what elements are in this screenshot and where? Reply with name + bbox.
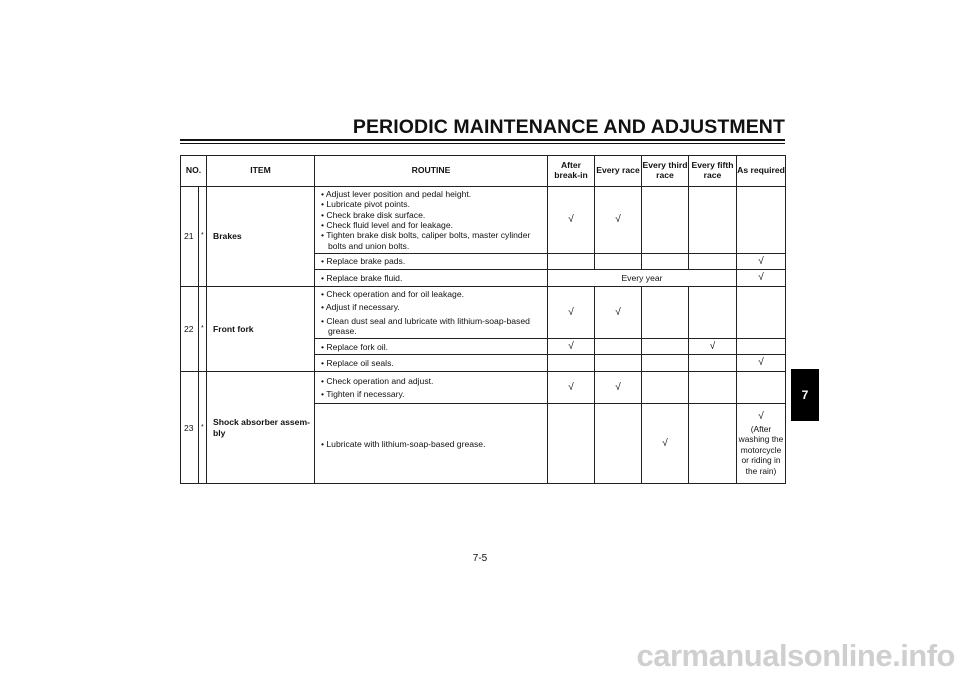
title-underline-thin xyxy=(180,143,785,144)
as-required-note: (After washing the motorcycle or riding in the rain) xyxy=(738,423,784,476)
empty-cell xyxy=(642,254,689,270)
empty-cell xyxy=(689,372,737,404)
routine-line: • Check fluid level and for leakage. xyxy=(321,220,453,230)
empty-cell xyxy=(689,355,737,372)
item-number: 23 xyxy=(181,372,199,484)
check-mark: √ xyxy=(758,411,764,423)
empty-cell xyxy=(548,355,595,372)
routine-line: • Tighten if necessary. xyxy=(321,389,405,400)
routine-line: • Clean dust seal and lubricate with lithium-soap-based grease. xyxy=(321,315,530,336)
routine-cell xyxy=(315,404,548,484)
routine-line: • Tighten brake disk bolts, caliper bolts, master cylinder bolts and union bolts. xyxy=(321,230,531,251)
routine-cell xyxy=(315,270,548,287)
routine-cell xyxy=(315,287,548,339)
empty-cell xyxy=(595,355,642,372)
check-mark: √ xyxy=(737,254,786,270)
header-routine: ROUTINE xyxy=(315,156,548,187)
routine-line: • Check operation and adjust. xyxy=(321,375,434,386)
header-after-break-in: After break-in xyxy=(548,156,595,187)
routine-line: • Adjust lever position and pedal height. xyxy=(321,189,472,200)
routine-cell xyxy=(315,339,548,355)
page-number: 7-5 xyxy=(472,553,488,564)
empty-cell xyxy=(595,339,642,355)
empty-cell xyxy=(689,254,737,270)
routine-line: • Replace fork oil. xyxy=(321,341,389,352)
empty-cell xyxy=(737,287,786,339)
header-as-required: As required xyxy=(737,156,786,187)
routine-line: • Lubricate pivot points. xyxy=(321,199,410,210)
table-row xyxy=(181,187,786,254)
routine-cell xyxy=(315,355,548,372)
item-number: 22 xyxy=(181,287,199,372)
routine-line: • Replace oil seals. xyxy=(321,358,394,369)
empty-cell xyxy=(595,404,642,484)
check-mark: √ xyxy=(595,187,642,254)
empty-cell xyxy=(642,287,689,339)
maintenance-table xyxy=(180,155,786,484)
check-mark: √ xyxy=(595,372,642,404)
table-row xyxy=(181,287,786,339)
routine-cell xyxy=(315,372,548,404)
routine-line: • Check operation and for oil leakage. xyxy=(321,289,464,299)
empty-cell xyxy=(689,404,737,484)
title-underline-thick xyxy=(180,139,785,141)
as-required-note-cell xyxy=(737,404,786,484)
routine-line: • Replace brake pads. xyxy=(321,256,406,267)
routine-line: • Replace brake fluid. xyxy=(321,272,403,283)
asterisk-mark: * xyxy=(199,287,207,372)
routine-cell xyxy=(315,187,548,254)
item-number: 21 xyxy=(181,187,199,287)
asterisk-mark: * xyxy=(199,372,207,484)
item-name: Front fork xyxy=(207,287,315,372)
check-mark: √ xyxy=(548,287,595,339)
check-mark: √ xyxy=(737,270,786,287)
empty-cell xyxy=(642,339,689,355)
empty-cell xyxy=(642,355,689,372)
check-mark: √ xyxy=(737,355,786,372)
check-mark: √ xyxy=(595,287,642,339)
header-every-third-race: Every third race xyxy=(642,156,689,187)
watermark: carmanualsonline.info xyxy=(636,638,955,673)
empty-cell xyxy=(642,187,689,254)
empty-cell xyxy=(689,187,737,254)
check-mark: √ xyxy=(689,339,737,355)
item-name: Shock absorber assem-bly xyxy=(207,372,315,484)
check-mark: √ xyxy=(548,339,595,355)
header-item: ITEM xyxy=(207,156,315,187)
empty-cell xyxy=(737,372,786,404)
routine-line: • Lubricate with lithium-soap-based grease. xyxy=(321,438,486,449)
item-name: Brakes xyxy=(207,187,315,287)
header-every-race: Every race xyxy=(595,156,642,187)
empty-cell xyxy=(595,254,642,270)
empty-cell xyxy=(642,372,689,404)
empty-cell xyxy=(689,287,737,339)
page-title: PERIODIC MAINTENANCE AND ADJUSTMENT xyxy=(352,116,785,138)
header-every-fifth-race: Every fifth race xyxy=(689,156,737,187)
check-mark: √ xyxy=(548,372,595,404)
check-mark: √ xyxy=(642,404,689,484)
chapter-tab: 7 xyxy=(791,369,819,421)
empty-cell xyxy=(737,187,786,254)
header-no: NO. xyxy=(181,156,207,187)
header-row xyxy=(181,156,786,187)
empty-cell xyxy=(737,339,786,355)
routine-line: • Adjust if necessary. xyxy=(321,302,400,313)
check-mark: √ xyxy=(548,187,595,254)
routine-cell xyxy=(315,254,548,270)
routine-line: • Check brake disk surface. xyxy=(321,209,426,220)
table-row xyxy=(181,372,786,404)
every-year-note: Every year xyxy=(548,270,737,287)
empty-cell xyxy=(548,404,595,484)
asterisk-mark: * xyxy=(199,187,207,287)
empty-cell xyxy=(548,254,595,270)
